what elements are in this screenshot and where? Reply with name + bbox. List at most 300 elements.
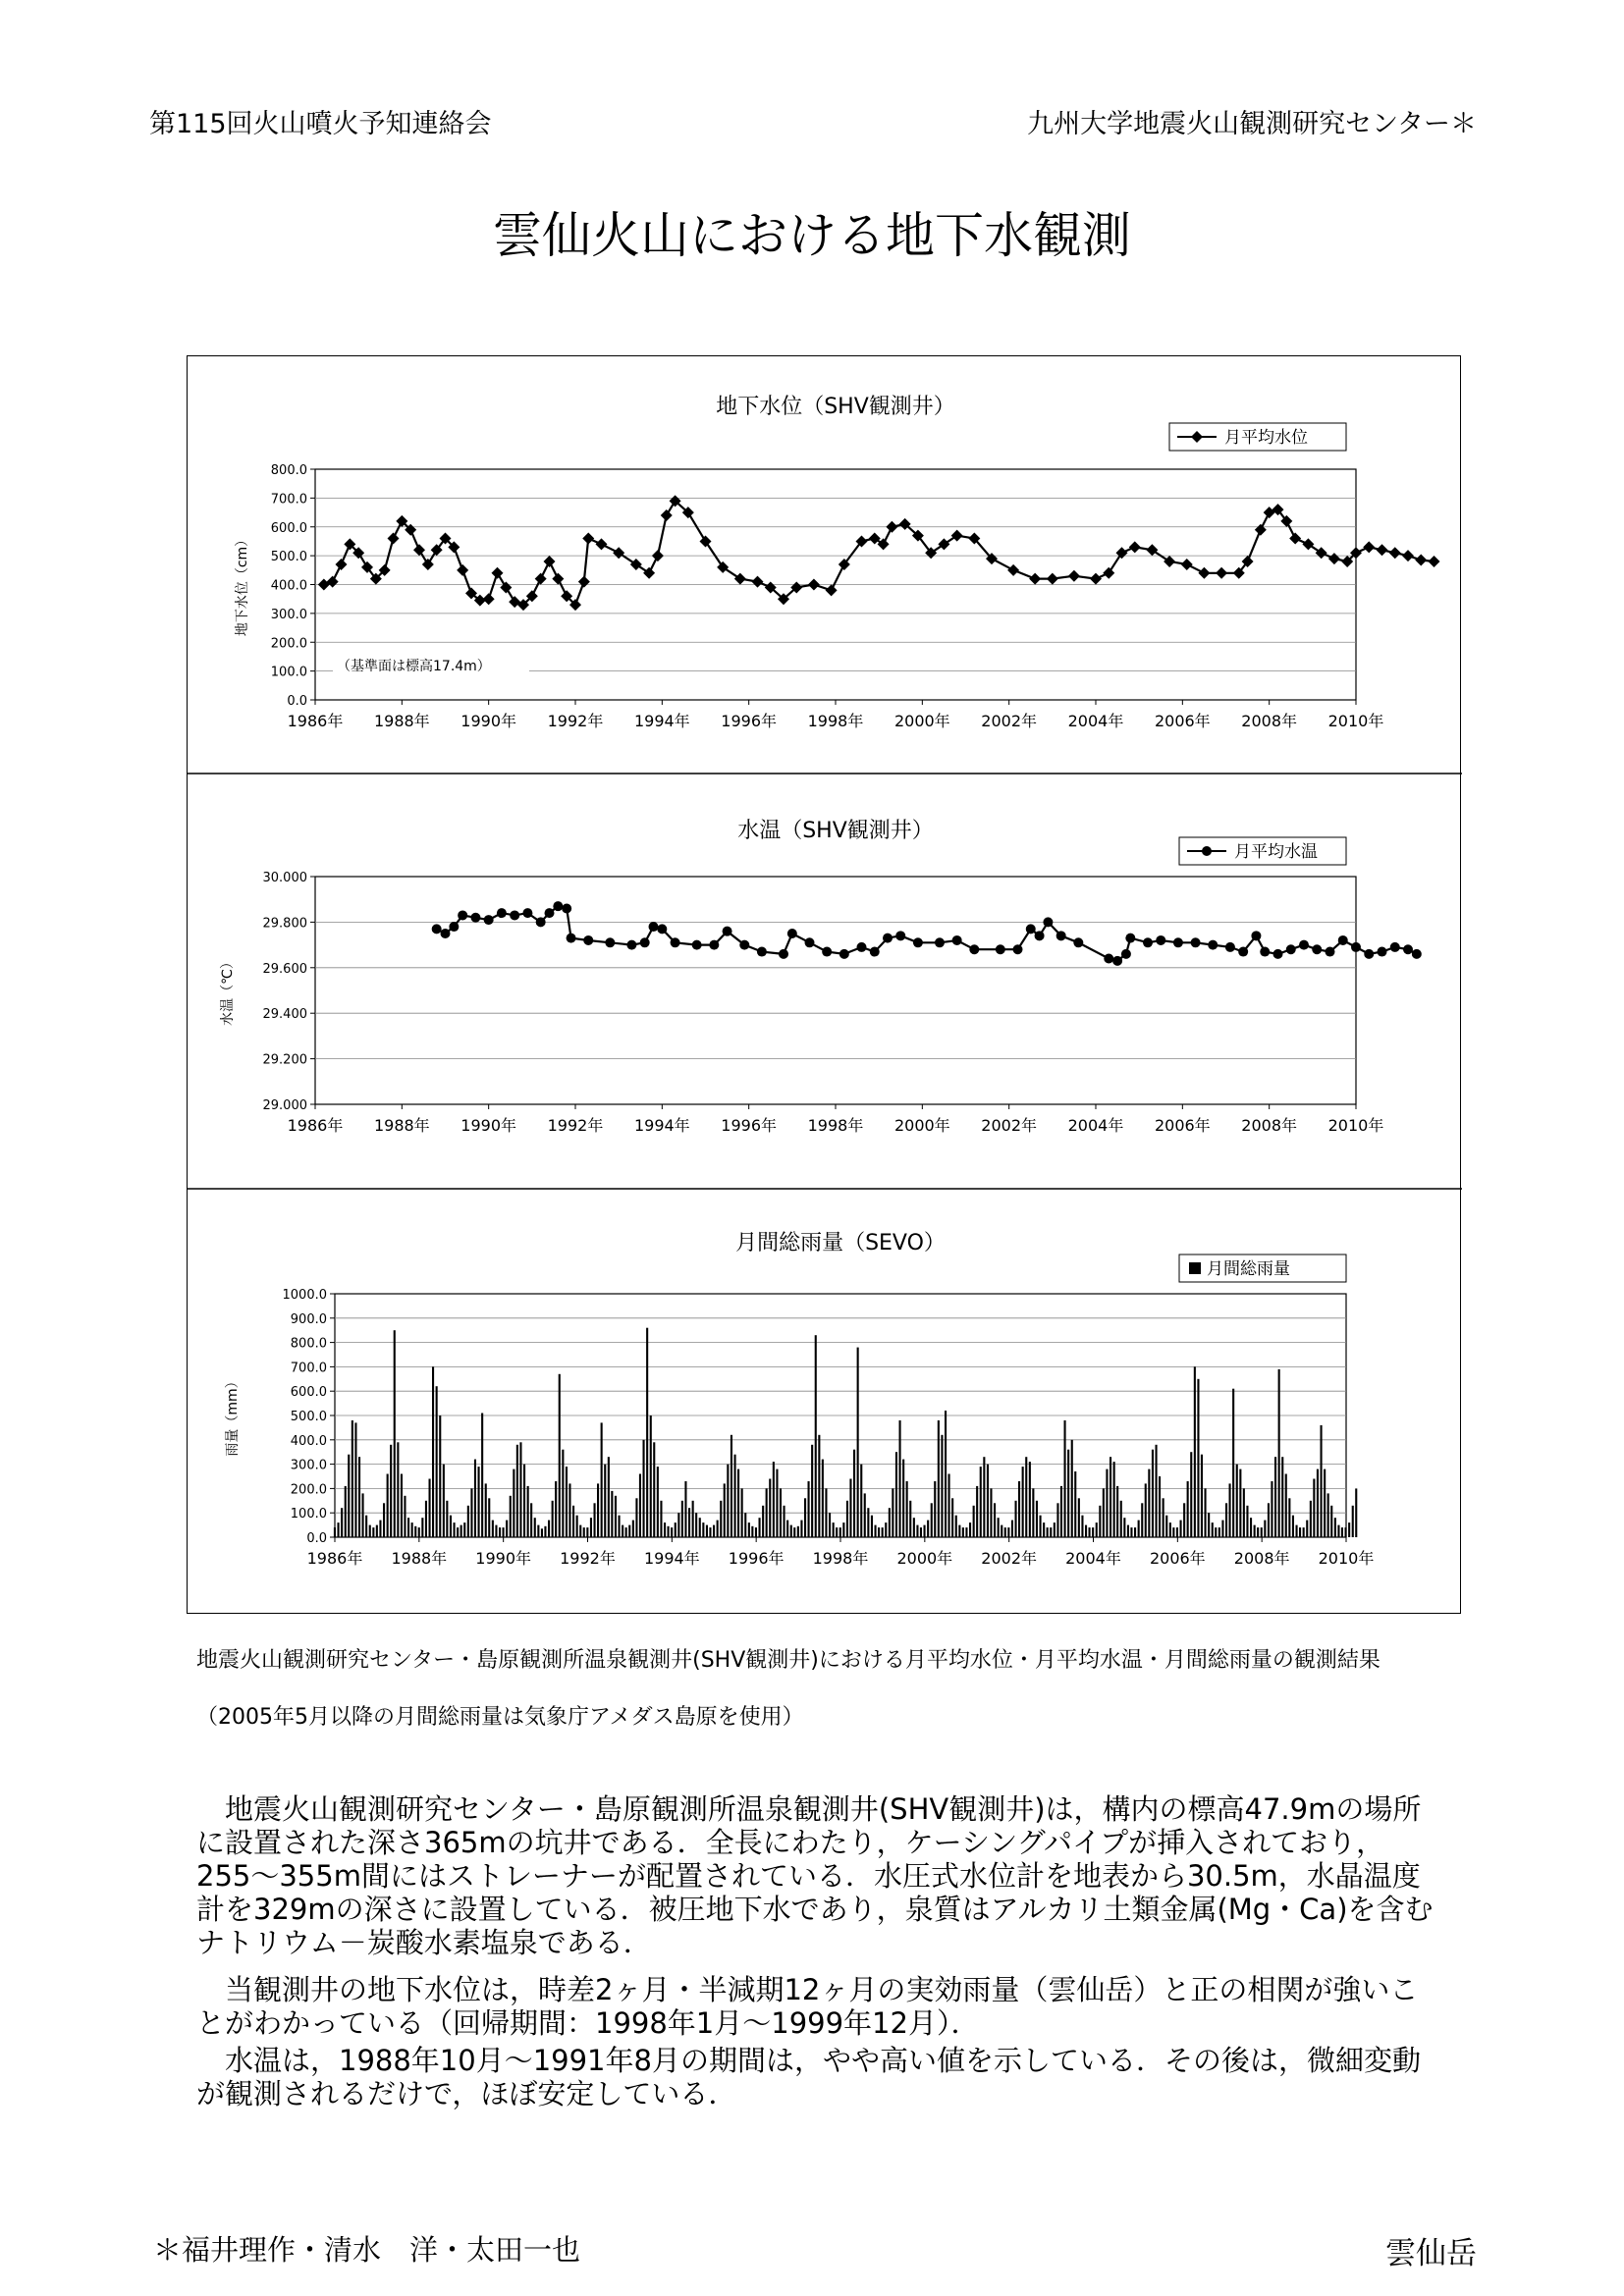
page-title: 雲仙火山における地下水観測 bbox=[493, 207, 1131, 264]
bar bbox=[1254, 1525, 1256, 1537]
data-point bbox=[1043, 917, 1053, 927]
x-tick-label: 1986年 bbox=[287, 1116, 344, 1135]
data-point bbox=[1390, 942, 1400, 952]
bar bbox=[1056, 1503, 1058, 1537]
data-point bbox=[422, 559, 434, 570]
bar bbox=[495, 1525, 497, 1537]
bar bbox=[653, 1442, 655, 1537]
bar bbox=[744, 1513, 746, 1537]
bar bbox=[583, 1527, 585, 1537]
bar bbox=[527, 1486, 529, 1537]
bar bbox=[1047, 1527, 1049, 1537]
bar bbox=[818, 1435, 820, 1537]
bar bbox=[1007, 1527, 1009, 1537]
bar bbox=[1054, 1522, 1056, 1537]
bar bbox=[628, 1525, 630, 1537]
bar bbox=[720, 1501, 722, 1537]
data-point bbox=[449, 922, 459, 932]
bar bbox=[671, 1527, 673, 1537]
bar bbox=[657, 1467, 659, 1537]
bar bbox=[1074, 1471, 1076, 1537]
data-point bbox=[484, 915, 494, 925]
data-point bbox=[779, 949, 788, 959]
bar bbox=[1043, 1522, 1045, 1537]
bar bbox=[1232, 1389, 1234, 1537]
x-tick-label: 1990年 bbox=[460, 1116, 517, 1135]
bar bbox=[1268, 1503, 1270, 1537]
data-point bbox=[1104, 954, 1113, 964]
bar bbox=[1120, 1501, 1122, 1537]
bar bbox=[948, 1474, 950, 1538]
data-point bbox=[1326, 947, 1335, 957]
bar bbox=[1321, 1425, 1323, 1537]
data-point bbox=[1156, 935, 1165, 945]
bar bbox=[913, 1518, 915, 1537]
data-point bbox=[657, 924, 667, 934]
bar bbox=[797, 1526, 799, 1537]
chart-1 bbox=[234, 395, 1440, 730]
bar bbox=[559, 1374, 561, 1537]
bar bbox=[766, 1488, 768, 1537]
y-axis-label: 地下水位（cm） bbox=[235, 532, 250, 637]
bar bbox=[467, 1506, 469, 1537]
y-tick-label: 500.0 bbox=[290, 1410, 327, 1424]
bar bbox=[1190, 1452, 1192, 1537]
bar bbox=[1330, 1506, 1332, 1537]
bar bbox=[446, 1501, 448, 1537]
data-point bbox=[839, 949, 849, 959]
y-axis-label: 水温（℃） bbox=[220, 955, 236, 1026]
y-tick-label: 100.0 bbox=[270, 665, 307, 680]
bar bbox=[1218, 1527, 1220, 1537]
bar bbox=[871, 1516, 873, 1537]
bar bbox=[604, 1465, 606, 1537]
bar bbox=[611, 1491, 613, 1537]
bar bbox=[990, 1488, 992, 1537]
bar bbox=[867, 1508, 869, 1537]
bar bbox=[516, 1445, 518, 1537]
bar bbox=[387, 1474, 389, 1538]
bar bbox=[759, 1518, 761, 1537]
bar bbox=[688, 1508, 690, 1537]
bar bbox=[899, 1420, 901, 1537]
bar bbox=[980, 1467, 982, 1537]
bar bbox=[1341, 1527, 1343, 1537]
data-point bbox=[1007, 564, 1019, 576]
bar bbox=[839, 1527, 841, 1537]
bar bbox=[998, 1518, 1000, 1537]
data-point bbox=[500, 581, 512, 593]
data-point bbox=[951, 530, 963, 542]
bar bbox=[1313, 1479, 1315, 1538]
bar bbox=[568, 1483, 570, 1537]
bar bbox=[920, 1527, 922, 1537]
data-point bbox=[717, 561, 729, 573]
bar bbox=[1138, 1521, 1140, 1537]
bar bbox=[338, 1522, 340, 1537]
y-tick-label: 29.000 bbox=[262, 1098, 307, 1113]
bar bbox=[429, 1479, 431, 1538]
bar bbox=[727, 1465, 729, 1537]
bar bbox=[916, 1525, 918, 1537]
y-tick-label: 800.0 bbox=[270, 463, 307, 478]
legend bbox=[1169, 423, 1346, 451]
bar bbox=[594, 1503, 596, 1537]
plot-area bbox=[315, 877, 1356, 1104]
data-point bbox=[1225, 942, 1235, 952]
data-point bbox=[1125, 934, 1135, 943]
data-point bbox=[1363, 541, 1375, 553]
bar bbox=[485, 1483, 487, 1537]
bar bbox=[341, 1508, 343, 1537]
footer-authors: ＊福井理作・清水 洋・太田一也 bbox=[153, 2233, 581, 2267]
bar bbox=[780, 1488, 782, 1537]
data-point bbox=[649, 922, 659, 932]
bar bbox=[552, 1501, 554, 1537]
bar bbox=[958, 1525, 960, 1537]
data-point bbox=[1146, 544, 1158, 556]
bar bbox=[800, 1521, 802, 1537]
bar bbox=[454, 1522, 456, 1537]
bar bbox=[836, 1527, 838, 1537]
y-tick-label: 200.0 bbox=[290, 1482, 327, 1498]
bar bbox=[537, 1525, 539, 1537]
bar bbox=[1106, 1469, 1108, 1537]
bar bbox=[1085, 1525, 1087, 1537]
bar bbox=[1352, 1506, 1354, 1537]
data-point bbox=[1312, 944, 1322, 954]
data-point bbox=[869, 533, 881, 545]
bar bbox=[1299, 1527, 1301, 1537]
bar bbox=[1103, 1488, 1105, 1537]
bar bbox=[432, 1366, 434, 1537]
bar bbox=[811, 1445, 813, 1537]
bar bbox=[481, 1414, 483, 1538]
bar bbox=[681, 1501, 683, 1537]
data-point bbox=[1415, 555, 1427, 566]
figure-frame bbox=[187, 355, 1461, 1614]
bar bbox=[1134, 1527, 1136, 1537]
bar bbox=[369, 1525, 371, 1537]
bar bbox=[1292, 1516, 1294, 1537]
bar bbox=[601, 1422, 603, 1537]
bar bbox=[833, 1522, 835, 1537]
figure-caption-note: （2005年5月以降の月間総雨量は気象庁アメダス島原を使用） bbox=[196, 1705, 804, 1730]
data-point bbox=[938, 538, 949, 550]
y-tick-label: 200.0 bbox=[270, 636, 307, 652]
bar bbox=[372, 1527, 374, 1537]
bar bbox=[345, 1486, 347, 1537]
bar bbox=[1163, 1498, 1164, 1537]
y-axis-label: 雨量（mm） bbox=[225, 1374, 241, 1457]
data-point bbox=[1286, 944, 1296, 954]
bar bbox=[1296, 1525, 1298, 1537]
bar bbox=[668, 1526, 670, 1537]
data-point bbox=[822, 947, 832, 957]
bar bbox=[1060, 1486, 1062, 1537]
bar bbox=[699, 1518, 701, 1537]
bar bbox=[1096, 1522, 1098, 1537]
bar bbox=[1212, 1522, 1214, 1537]
y-tick-label: 1000.0 bbox=[282, 1288, 327, 1303]
legend-label: 月平均水温 bbox=[1234, 842, 1318, 862]
data-point bbox=[457, 564, 468, 576]
bar bbox=[646, 1328, 648, 1537]
bar bbox=[829, 1513, 831, 1537]
bar bbox=[1130, 1527, 1132, 1537]
bar bbox=[407, 1518, 409, 1537]
bar bbox=[635, 1498, 637, 1537]
y-tick-label: 0.0 bbox=[287, 694, 307, 709]
bar bbox=[639, 1474, 641, 1538]
bar bbox=[1067, 1450, 1069, 1537]
bar bbox=[544, 1526, 546, 1537]
chart-annotation: （基準面は標高17.4m） bbox=[337, 659, 491, 674]
bar bbox=[702, 1522, 704, 1537]
bar bbox=[776, 1469, 778, 1537]
bar bbox=[822, 1460, 824, 1537]
data-point bbox=[1378, 947, 1387, 957]
bar bbox=[878, 1527, 880, 1537]
body-paragraph-1: 地震火山観測研究センター・島原観測所温泉観測井(SHV観測井)は，構内の標高47.9mの場所に設置された深さ365mの坑井である．全長にわたり，ケーシングパイプが挿入されており，255～355m間にはストレーナーが配置されている．水圧式水位計を地表から30.5m，水晶温度計を329mの深さに設置している．被圧地下水であり，泉質はアルカリ土類金属(Mg・Ca)を含むナトリウム－炭酸水素塩泉である． bbox=[196, 1792, 1434, 1959]
bar bbox=[506, 1521, 508, 1537]
legend-label: 月平均水位 bbox=[1224, 428, 1308, 448]
data-point bbox=[787, 929, 797, 938]
x-tick-label: 2010年 bbox=[1318, 1549, 1375, 1568]
bar bbox=[804, 1498, 806, 1537]
bar bbox=[677, 1513, 679, 1537]
bar bbox=[965, 1527, 967, 1537]
x-tick-label: 1990年 bbox=[475, 1549, 532, 1568]
data-point bbox=[1116, 547, 1128, 559]
data-point bbox=[1208, 940, 1218, 950]
data-point bbox=[640, 937, 650, 947]
x-tick-label: 2004年 bbox=[1065, 1549, 1121, 1568]
bar bbox=[541, 1528, 543, 1537]
bar bbox=[906, 1481, 908, 1537]
data-point bbox=[1289, 533, 1301, 545]
bar bbox=[864, 1493, 866, 1537]
bar bbox=[492, 1521, 494, 1537]
data-point bbox=[700, 535, 712, 547]
bar bbox=[418, 1527, 420, 1537]
bar bbox=[1123, 1518, 1125, 1537]
y-tick-label: 29.400 bbox=[262, 1007, 307, 1023]
data-point bbox=[545, 908, 555, 918]
bar bbox=[362, 1493, 364, 1537]
data-point bbox=[1302, 538, 1314, 550]
bar bbox=[579, 1525, 581, 1537]
data-point bbox=[1056, 931, 1066, 940]
bar bbox=[1011, 1521, 1013, 1537]
bar bbox=[860, 1465, 862, 1537]
bar bbox=[622, 1525, 623, 1537]
bar bbox=[786, 1521, 788, 1537]
data-point bbox=[913, 937, 923, 947]
bar bbox=[1018, 1481, 1020, 1537]
y-tick-label: 400.0 bbox=[290, 1433, 327, 1449]
bar bbox=[397, 1442, 399, 1537]
bar bbox=[436, 1386, 438, 1537]
data-point bbox=[709, 940, 719, 950]
y-tick-label: 29.600 bbox=[262, 961, 307, 977]
x-tick-label: 1988年 bbox=[373, 1116, 430, 1135]
bar bbox=[885, 1522, 887, 1537]
bar bbox=[1145, 1483, 1147, 1537]
data-point bbox=[886, 521, 897, 533]
bar bbox=[1337, 1525, 1339, 1537]
data-point bbox=[1328, 553, 1340, 564]
data-point bbox=[492, 567, 504, 579]
x-tick-label: 2004年 bbox=[1067, 712, 1124, 730]
bar bbox=[1208, 1513, 1210, 1537]
x-tick-label: 2008年 bbox=[1241, 1116, 1298, 1135]
data-point bbox=[1181, 559, 1193, 570]
bar bbox=[741, 1488, 743, 1537]
data-point bbox=[1351, 942, 1361, 952]
x-tick-label: 2006年 bbox=[1154, 712, 1211, 730]
data-point bbox=[1103, 567, 1114, 579]
data-point bbox=[952, 935, 962, 945]
y-tick-label: 900.0 bbox=[290, 1311, 327, 1327]
bar bbox=[1278, 1369, 1280, 1537]
bar bbox=[1261, 1527, 1263, 1537]
bar bbox=[1271, 1481, 1272, 1537]
data-point bbox=[1035, 931, 1045, 940]
bar bbox=[1201, 1455, 1203, 1537]
y-tick-label: 600.0 bbox=[290, 1385, 327, 1401]
data-point bbox=[1260, 947, 1270, 957]
bar bbox=[1040, 1516, 1042, 1537]
data-point bbox=[432, 924, 442, 934]
bar bbox=[1215, 1527, 1217, 1537]
data-point bbox=[536, 917, 546, 927]
x-tick-label: 2000年 bbox=[896, 1549, 953, 1568]
data-point bbox=[626, 940, 636, 950]
x-tick-label: 1998年 bbox=[812, 1549, 869, 1568]
y-tick-label: 400.0 bbox=[270, 578, 307, 594]
bar bbox=[675, 1522, 677, 1537]
bar bbox=[762, 1506, 764, 1537]
x-tick-label: 1994年 bbox=[643, 1549, 700, 1568]
x-tick-label: 2006年 bbox=[1154, 1116, 1211, 1135]
bar bbox=[450, 1516, 452, 1537]
bar bbox=[625, 1527, 627, 1537]
data-point bbox=[1129, 541, 1141, 553]
bar bbox=[1113, 1462, 1115, 1537]
bar bbox=[1081, 1516, 1083, 1537]
data-point bbox=[1402, 550, 1414, 561]
bar bbox=[976, 1486, 978, 1537]
x-tick-label: 1988年 bbox=[373, 712, 430, 730]
bar bbox=[1180, 1521, 1182, 1537]
bar bbox=[706, 1525, 708, 1537]
chart-title: 水温（SHV観測井） bbox=[737, 819, 934, 843]
bar bbox=[773, 1462, 775, 1537]
bar bbox=[566, 1467, 568, 1537]
bar bbox=[660, 1501, 662, 1537]
data-point bbox=[1216, 567, 1227, 579]
bar bbox=[755, 1527, 757, 1537]
data-point bbox=[582, 533, 594, 545]
bar bbox=[608, 1457, 610, 1537]
bar bbox=[463, 1522, 465, 1537]
bar bbox=[737, 1469, 739, 1537]
data-point bbox=[605, 937, 615, 947]
bar bbox=[1050, 1527, 1052, 1537]
bar bbox=[846, 1501, 848, 1537]
chart-title: 地下水位（SHV観測井） bbox=[716, 395, 955, 419]
bar bbox=[421, 1518, 423, 1537]
data-point bbox=[643, 567, 655, 579]
data-point bbox=[1255, 524, 1267, 536]
data-point bbox=[857, 942, 867, 952]
bar bbox=[1032, 1488, 1034, 1537]
bar bbox=[895, 1452, 897, 1537]
data-point bbox=[757, 947, 767, 957]
bar bbox=[909, 1501, 911, 1537]
data-point bbox=[441, 929, 451, 938]
x-tick-label: 1992年 bbox=[560, 1549, 616, 1568]
data-point bbox=[671, 937, 680, 947]
data-point bbox=[870, 947, 880, 957]
x-tick-label: 2004年 bbox=[1067, 1116, 1124, 1135]
bar bbox=[1355, 1488, 1357, 1537]
bar bbox=[1169, 1522, 1171, 1537]
bar bbox=[1236, 1465, 1238, 1537]
bar bbox=[983, 1457, 985, 1537]
x-tick-label: 2002年 bbox=[981, 1116, 1038, 1135]
data-point bbox=[1029, 573, 1041, 585]
data-point bbox=[1112, 956, 1122, 966]
data-point bbox=[723, 927, 732, 936]
bar bbox=[962, 1527, 964, 1537]
bar bbox=[1025, 1457, 1027, 1537]
bar bbox=[1246, 1506, 1248, 1537]
data-point bbox=[1073, 937, 1083, 947]
bar bbox=[1064, 1420, 1066, 1537]
bar bbox=[1348, 1522, 1350, 1537]
y-tick-label: 30.000 bbox=[262, 871, 307, 885]
bar bbox=[457, 1527, 459, 1537]
data-point bbox=[544, 556, 556, 567]
bar bbox=[969, 1522, 971, 1537]
y-tick-label: 600.0 bbox=[270, 520, 307, 536]
bar bbox=[390, 1445, 392, 1537]
bar bbox=[927, 1521, 929, 1537]
y-tick-label: 700.0 bbox=[270, 492, 307, 507]
y-tick-label: 29.200 bbox=[262, 1052, 307, 1068]
data-point bbox=[935, 937, 945, 947]
data-point bbox=[535, 573, 547, 585]
legend bbox=[1179, 1255, 1346, 1282]
legend-swatch bbox=[1189, 1262, 1201, 1274]
data-point bbox=[562, 903, 571, 913]
bar bbox=[684, 1481, 686, 1537]
bar bbox=[934, 1481, 936, 1537]
data-point bbox=[883, 934, 893, 943]
bar bbox=[523, 1465, 525, 1537]
bar bbox=[394, 1330, 396, 1537]
bar bbox=[945, 1411, 947, 1537]
chart-2 bbox=[219, 819, 1422, 1135]
bar bbox=[376, 1525, 378, 1537]
bar bbox=[1078, 1498, 1080, 1537]
x-tick-label: 1998年 bbox=[807, 1116, 864, 1135]
bar bbox=[1239, 1469, 1241, 1537]
bar bbox=[825, 1488, 827, 1537]
bar bbox=[379, 1521, 381, 1537]
